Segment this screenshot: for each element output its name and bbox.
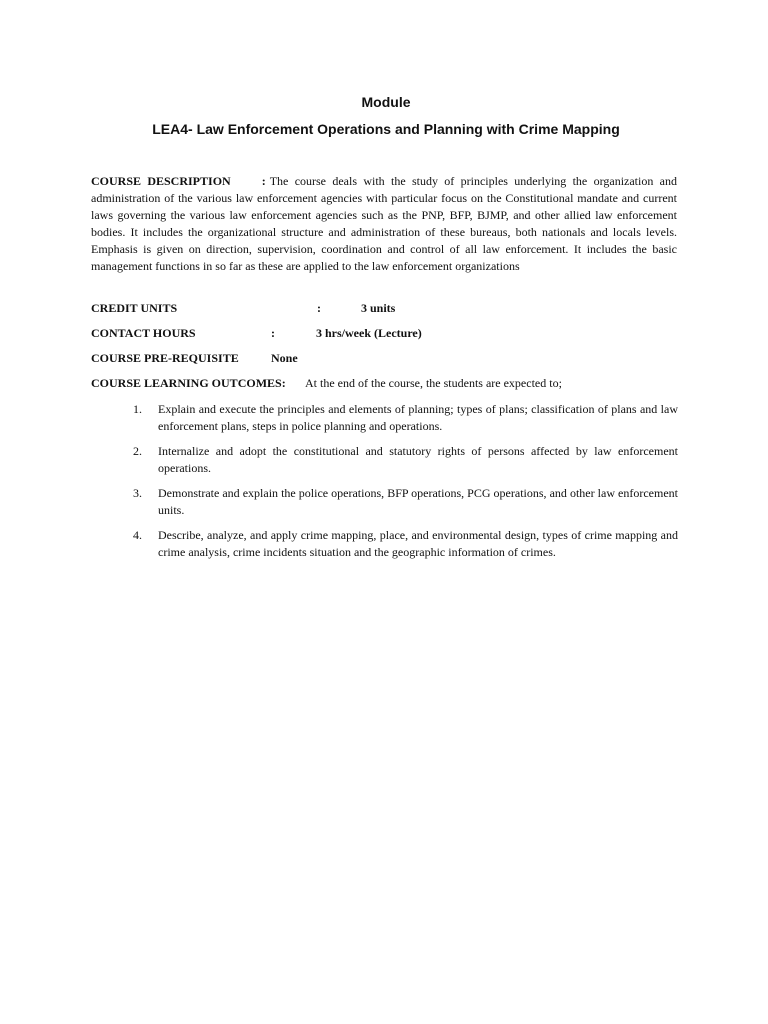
list-item-text: Explain and execute the principles and elements of planning; types of plans; classification of plans and law enforcement plans, steps in police planning and operations. xyxy=(158,402,678,433)
contact-hours-label: CONTACT HOURS xyxy=(91,326,196,340)
course-description-label: COURSE DESCRIPTION xyxy=(91,174,231,188)
list-item-number: 2. xyxy=(133,444,142,458)
list-item-text: Internalize and adopt the constitutional and statutory rights of persons affected by law enforcement operations. xyxy=(158,444,678,475)
list-item-text: Demonstrate and explain the police operations, BFP operations, PCG operations, and other law enforcement units. xyxy=(158,486,678,517)
credit-units-value: 3 units xyxy=(361,301,396,315)
course-title: LEA4- Law Enforcement Operations and Planning with Crime Mapping xyxy=(152,121,620,137)
contact-hours-colon: : xyxy=(271,326,275,340)
prerequisite-label: COURSE PRE-REQUISITE xyxy=(91,351,239,365)
learning-outcomes-label: COURSE LEARNING OUTCOMES: xyxy=(91,376,286,390)
credit-units-label: CREDIT UNITS xyxy=(91,301,178,315)
course-description xyxy=(91,173,677,276)
module-title: Module xyxy=(361,94,411,110)
course-description-text: The course deals with the study of principles underlying the organization and administration of the various law enforcement agencies with particular focus on the Constitutional mandate and current laws governing the various law enforcement agencies such as the PNP, BFP, BJMP, and other allied law enforcement bodies. It includes the organizational structure and administration of these bureaus, both nationals and locals levels. Emphasis is given on direction, supervision, coordination and control of all law enforcement. It includes the basic management functions in so far as these are applied to the law enforcement organizations xyxy=(91,174,678,274)
list-item-number: 1. xyxy=(133,402,142,416)
list-item-number: 3. xyxy=(133,486,142,500)
contact-hours-value: 3 hrs/week (Lecture) xyxy=(316,326,422,340)
list-item-number: 4. xyxy=(133,528,142,542)
list-item-text: Describe, analyze, and apply crime mapping, place, and environmental design, types of crime mapping and crime analysis, crime incidents situation and the geographic information of crimes. xyxy=(158,528,678,559)
prerequisite-value: None xyxy=(271,351,298,365)
credit-units-colon: : xyxy=(317,301,321,315)
learning-outcomes-intro: At the end of the course, the students are expected to; xyxy=(305,376,562,390)
course-description-colon: : xyxy=(261,174,266,188)
